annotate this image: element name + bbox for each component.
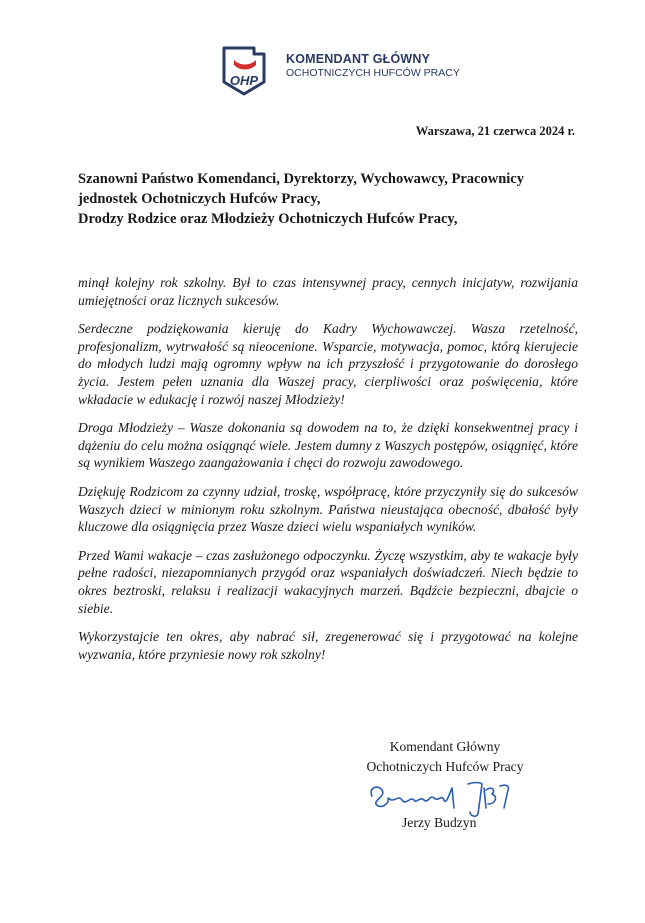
- paragraph: Droga Młodzieży – Wasze dokonania są dowodem na to, że dzięki konsekwentnej pracy i dążeniu do celu można osiągnąć wiele. Jestem dumny z Waszych postępów, osiągnięć, które są wynikiem Waszego zaangażowania i chęci do rozwoju zawodowego.: [78, 420, 578, 471]
- logo-text: OHP: [229, 73, 259, 88]
- letter-date: Warszawa, 21 czerwca 2024 r.: [415, 124, 575, 138]
- org-subtitle: OCHOTNICZYCH HUFCÓW PRACY: [286, 67, 460, 79]
- paragraph: Serdeczne podziękowania kieruję do Kadry Wychowawczej. Wasza rzetelność, profesjonalizm, wytrwałość są nieocenione. Wsparcie, motywacja, pomoc, którą kierujecie do młodych ludzi mają ogromny wpływ na ich przyszłość i przygotowanie do dorosłego życia. Jestem pełen uznania dla Waszej pracy, cierpliwości oraz poświęcenia, które wkładacie w edukację i rozwój naszej Młodzieży!: [78, 321, 578, 407]
- paragraph: Przed Wami wakacje – czas zasłużonego odpoczynku. Życzę wszystkim, aby te wakacje były pełne radości, niezapomnianych przygód oraz wspaniałych doświadczeń. Niech będzie to okres beztroski, relaksu i realizacji wakacyjnych marzeń. Bądźcie bezpieczni, dbajcie o siebie.: [78, 547, 578, 616]
- org-name: [286, 52, 460, 80]
- salutation-line: Szanowni Państwo Komendanci, Dyrektorzy, Wychowawcy, Pracownicy: [78, 171, 524, 187]
- salutation-line: jednostek Ochotniczych Hufców Pracy,: [78, 191, 321, 207]
- paragraph: Dziękuję Rodzicom za czynny udział, troskę, współpracę, które przyczyniły się do sukcesów Waszych dzieci w minionym roku szkolnym. Państwa nieustająca obecność, dbałość były kluczowe dla osiągnięcia przez Wasze dzieci wielu wspaniałych wyników.: [78, 483, 578, 535]
- closing-title: Komendant Główny: [389, 739, 501, 754]
- closing-block: [360, 737, 530, 777]
- signer-name: Jerzy Budzyn: [402, 815, 477, 830]
- org-title: KOMENDANT GŁÓWNY: [286, 52, 431, 66]
- salutation-line: Drodzy Rodzice oraz Młodzieży Ochotniczych Hufców Pracy,: [78, 211, 458, 227]
- handwritten-signature: [364, 774, 524, 820]
- letterhead: [216, 42, 516, 98]
- ohp-logo-icon: [216, 42, 272, 98]
- paragraph: Wykorzystajcie ten okres, aby nabrać sił, zregenerować się i przygotować na kolejne wyzwania, które przyniesie nowy rok szkolny!: [78, 629, 578, 662]
- letter-body: [78, 274, 578, 674]
- closing-organization: Ochotniczych Hufców Pracy: [366, 759, 524, 774]
- salutation: [78, 169, 598, 229]
- paragraph: minął kolejny rok szkolny. Był to czas intensywnej pracy, cennych inicjatyw, rozwijania umiejętności oraz licznych sukcesów.: [78, 275, 578, 308]
